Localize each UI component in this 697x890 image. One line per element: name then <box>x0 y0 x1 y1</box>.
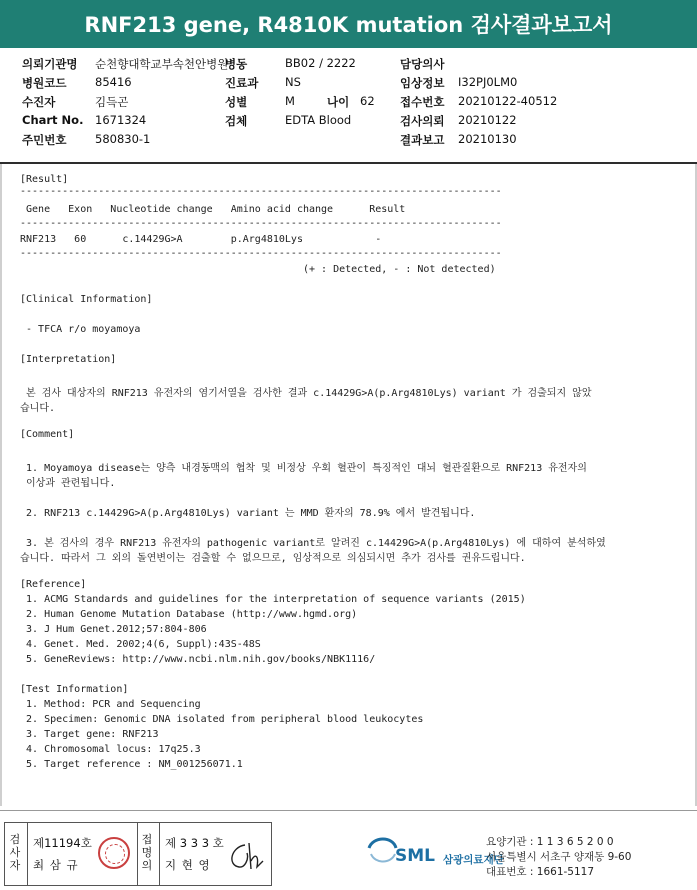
result-table-row: RNF213 60 c.14429G>A p.Arg4810Lys - <box>20 234 382 245</box>
test-info-item: 1. Method: PCR and Sequencing <box>20 699 201 710</box>
test-info-item: 4. Chromosomal locus: 17q25.3 <box>20 744 201 755</box>
clinical-text: - TFCA r/o moyamoya <box>20 324 141 335</box>
sml-logo-text: SML <box>395 846 435 866</box>
header-value: I32PJ0LM0 <box>458 75 518 89</box>
box-separator <box>27 823 28 885</box>
header-value: 20210122 <box>458 113 517 127</box>
header-value: 20210130 <box>458 132 517 146</box>
seal-stamp <box>98 837 130 869</box>
header-value: 580830-1 <box>95 132 151 146</box>
test-info-heading: [Test Information] <box>20 684 129 695</box>
header-label: 담당의사 <box>400 57 445 71</box>
comment-line: 습니다. 따라서 그 외의 돌연변이는 검출할 수 없으므로, 임상적으로 의심되시면 추가 검사를 권유드립니다. <box>20 553 526 564</box>
header-label: 병동 <box>225 57 248 71</box>
header-value: 20210122-40512 <box>458 94 558 108</box>
sml-logo-mark <box>365 834 399 868</box>
header-label: 주민번호 <box>22 133 67 147</box>
org-name: 삼광의료재단 <box>443 854 504 866</box>
header-label: 병원코드 <box>22 76 67 90</box>
institution-code: 요양기관 : 1 1 3 6 5 2 0 0 <box>486 836 614 848</box>
comment-line: 1. Moyamoya disease는 양측 내경동맥의 협착 및 비정상 우회 혈관이 특징적인 대뇌 혈관질환으로 RNF213 유전자의 <box>20 463 587 474</box>
footer-divider <box>0 810 697 811</box>
comment-heading: [Comment] <box>20 429 75 440</box>
box-separator <box>137 823 138 885</box>
tester-label: 검 사 자 <box>9 833 21 872</box>
header-value: BB02 / 2222 <box>285 56 356 70</box>
header-value: 62 <box>360 94 375 108</box>
header-value: 85416 <box>95 75 132 89</box>
header-value: 김득곤 <box>95 95 129 109</box>
header-label: Chart No. <box>22 113 84 127</box>
physician-license: 제 3 3 3 호 <box>165 836 224 850</box>
comment-line: 2. RNF213 c.14429G>A(p.Arg4810Lys) variant 는 MMD 환자의 78.9% 에서 발견됩니다. <box>20 508 476 519</box>
dash-line: -------------------------------------------------------------------------------- <box>20 186 502 197</box>
box-separator <box>159 823 160 885</box>
test-info-item: 5. Target reference : NM_001256071.1 <box>20 759 243 770</box>
result-table-header: Gene Exon Nucleotide change Amino acid change Result <box>20 204 406 215</box>
physician-label: 접 명 의 <box>141 833 153 872</box>
header-label: 결과보고 <box>400 133 445 147</box>
header-label: 접수번호 <box>400 95 445 109</box>
header-value: 순천향대학교부속천안병원 <box>95 57 229 71</box>
interpretation-heading: [Interpretation] <box>20 354 117 365</box>
header-label: 수진자 <box>22 95 56 109</box>
header-value: 1671324 <box>95 113 147 127</box>
header-label: 진료과 <box>225 76 259 90</box>
reference-item: 2. Human Genome Mutation Database (http://www.hgmd.org) <box>20 609 358 620</box>
header-value: NS <box>285 75 301 89</box>
reference-item: 4. Genet. Med. 2002;4(6, Suppl):43S-48S <box>20 639 261 650</box>
header-label: 의뢰기관명 <box>22 57 78 71</box>
reference-item: 1. ACMG Standards and guidelines for the interpretation of sequence variants (2015) <box>20 594 526 605</box>
report-title: RNF213 gene, R4810K mutation 검사결과보고서 <box>0 0 697 48</box>
result-legend: (+ : Detected, - : Not detected) <box>20 264 496 275</box>
reference-item: 5. GeneReviews: http://www.ncbi.nlm.nih.gov/books/NBK1116/ <box>20 654 376 665</box>
signature-box <box>4 822 272 886</box>
physician-name: 지 현 영 <box>165 858 211 872</box>
reference-item: 3. J Hum Genet.2012;57:804-806 <box>20 624 207 635</box>
header-value: M <box>285 94 295 108</box>
comment-line: 이상과 관련됩니다. <box>20 478 116 489</box>
clinical-heading: [Clinical Information] <box>20 294 153 305</box>
dash-line: -------------------------------------------------------------------------------- <box>20 248 502 259</box>
tester-license: 제11194호 <box>33 836 92 850</box>
reference-heading: [Reference] <box>20 579 87 590</box>
test-info-item: 2. Specimen: Genomic DNA isolated from peripheral blood leukocytes <box>20 714 424 725</box>
report-body <box>0 164 697 806</box>
interpretation-line: 본 검사 대상자의 RNF213 유전자의 염기서열을 검사한 결과 c.14429G>A(p.Arg4810Lys) variant 가 검출되지 않았 <box>20 388 592 399</box>
tester-name: 최 삼 규 <box>33 858 79 872</box>
header-label: 나이 <box>327 95 350 109</box>
comment-line: 3. 본 검사의 경우 RNF213 유전자의 pathogenic variant로 알려진 c.14429G>A(p.Arg4810Lys) 에 대하여 분석하였 <box>20 538 606 549</box>
header-label: 성별 <box>225 95 248 109</box>
header-value: EDTA Blood <box>285 113 352 127</box>
phone: 대표번호 : 1661-5117 <box>486 866 595 878</box>
header-label: 임상정보 <box>400 76 445 90</box>
result-heading: [Result] <box>20 174 69 185</box>
signature-image <box>223 839 265 873</box>
header-label: 검체 <box>225 114 248 128</box>
test-info-item: 3. Target gene: RNF213 <box>20 729 159 740</box>
address: 서울특별시 서초구 양재동 9-60 <box>486 851 632 863</box>
header-label: 검사의뢰 <box>400 114 445 128</box>
interpretation-line: 습니다. <box>20 403 56 414</box>
dash-line: -------------------------------------------------------------------------------- <box>20 218 502 229</box>
